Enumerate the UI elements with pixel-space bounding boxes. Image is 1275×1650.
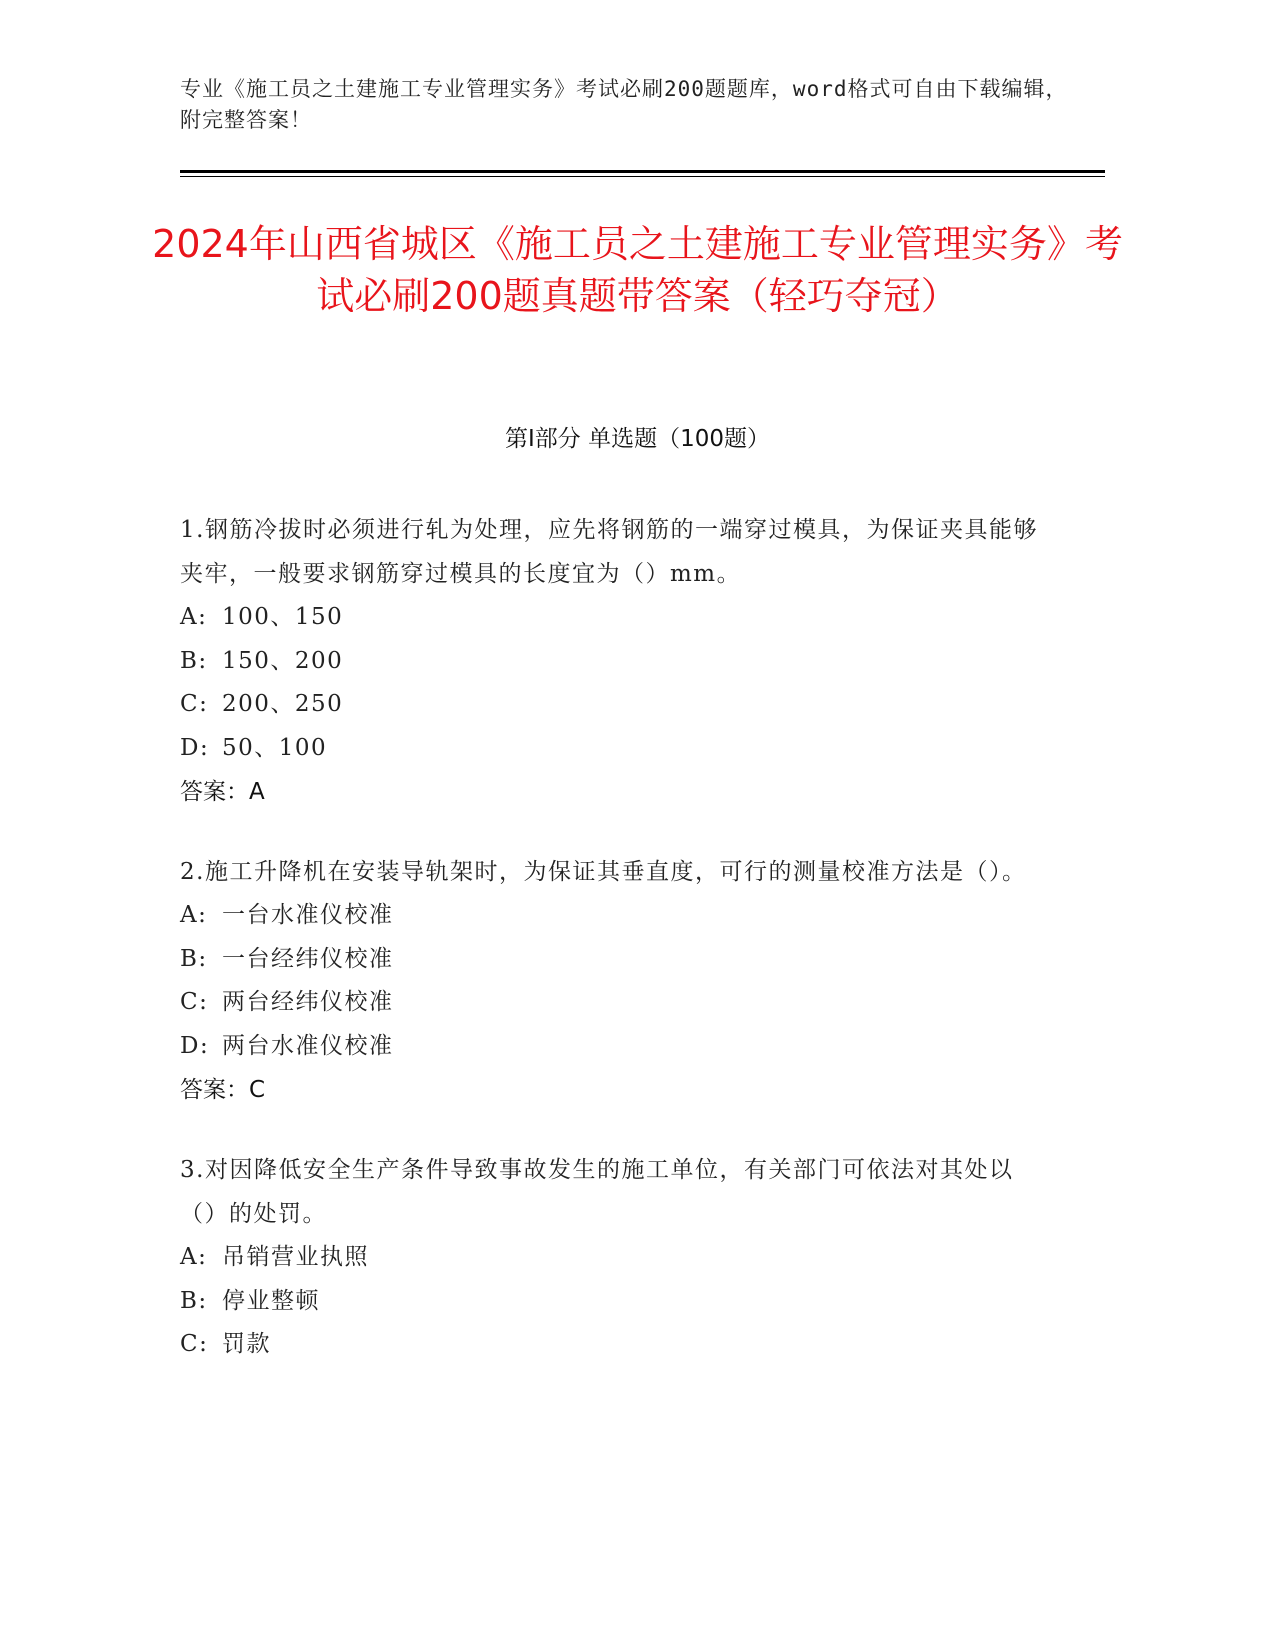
question-stem: 1.钢筋冷拔时必须进行轧为处理，应先将钢筋的一端穿过模具，为保证夹具能够夹牢，一般要求钢筋穿过模具的长度宜为（）mm。: [180, 517, 1038, 587]
option-letter: C:: [180, 989, 209, 1015]
answer-line: 答案：C: [180, 1077, 266, 1103]
option-letter: B:: [180, 647, 208, 674]
option-text: 吊销营业执照: [222, 1244, 369, 1270]
header-rule-thin: [180, 176, 1105, 177]
option-a: [180, 894, 1040, 938]
option-letter: D:: [180, 1032, 210, 1059]
question-1: [180, 508, 1040, 814]
question-2: [180, 850, 1040, 1112]
option-c: [180, 683, 1040, 727]
option-text: 100、150: [222, 604, 344, 630]
option-d: [180, 1025, 1040, 1069]
section-heading: 第I部分 单选题（100题）: [505, 426, 770, 452]
option-b: [180, 938, 1040, 982]
option-b: [180, 640, 1040, 684]
option-c: [180, 1323, 1040, 1367]
option-text: 一台水准仪校准: [222, 902, 394, 928]
option-a: [180, 596, 1040, 640]
option-letter: D:: [180, 734, 210, 761]
document-title: 2024年山西省城区《施工员之土建施工专业管理实务》考试必刷200题真题带答案（轻巧夺冠）: [152, 222, 1123, 318]
option-letter: A:: [180, 1244, 208, 1270]
option-d: [180, 727, 1040, 771]
option-b: [180, 1280, 1040, 1324]
header-rule-thick: [180, 170, 1105, 173]
option-text: 停业整顿: [222, 1287, 320, 1314]
question-3: [180, 1148, 1040, 1367]
option-letter: C:: [180, 1331, 209, 1357]
option-text: 两台水准仪校准: [222, 1032, 394, 1059]
option-text: 罚款: [222, 1331, 271, 1357]
option-letter: A:: [180, 604, 208, 630]
header-note: 专业《施工员之土建施工专业管理实务》考试必刷200题题库，word格式可自由下载编辑，附完整答案！: [180, 77, 1068, 132]
question-stem: 3.对因降低安全生产条件导致事故发生的施工单位，有关部门可依法对其处以（）的处罚。: [180, 1157, 1014, 1227]
answer-line: 答案：A: [180, 779, 265, 805]
question-list: [180, 508, 1040, 1403]
option-text: 两台经纬仪校准: [222, 989, 394, 1015]
question-stem: 2.施工升降机在安装导轨架时，为保证其垂直度，可行的测量校准方法是（）。: [180, 859, 1027, 885]
option-letter: C:: [180, 691, 209, 717]
option-text: 150、200: [222, 647, 344, 674]
option-text: 一台经纬仪校准: [222, 945, 394, 972]
option-c: [180, 981, 1040, 1025]
option-letter: A:: [180, 902, 208, 928]
option-a: [180, 1236, 1040, 1280]
option-letter: B:: [180, 945, 208, 972]
option-text: 200、250: [222, 691, 344, 717]
option-letter: B:: [180, 1287, 208, 1314]
option-text: 50、100: [222, 734, 328, 761]
